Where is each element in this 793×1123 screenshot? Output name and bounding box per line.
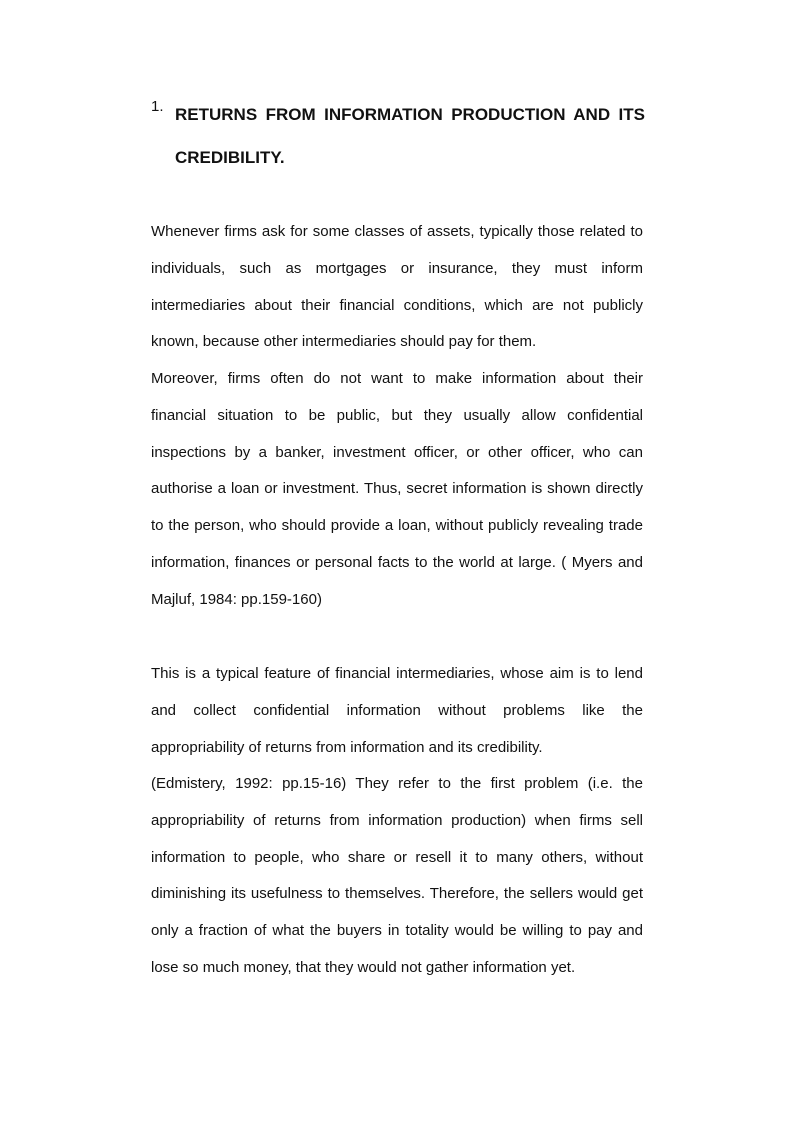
paragraph-3: This is a typical feature of financial intermediaries, whose aim is to lend and collect confidential information without problems like the appropriability of returns from information and its credibility. [151,665,643,756]
paragraph-2: Moreover, firms often do not want to make information about their financial situation to be public, but they usually allow confidential inspections by a banker, investment officer, or other officer, who can authorise a loan or investment. Thus, secret information is shown directly to the person, who should provide a loan, without publicly revealing trade information, finances or personal facts to the world at large. ( Myers and Majluf, 1984: pp.159-160) [151,370,643,608]
section-number: 1. [151,98,164,115]
paragraph-1: Whenever firms ask for some classes of assets, typically those related to individuals, such as mortgages or insurance, they must inform intermediaries about their financial conditions, which are not publicly known, because other intermediaries should pay for them. [151,223,643,351]
paragraph-4: (Edmistery, 1992: pp.15-16) They refer to the first problem (i.e. the appropriability of returns from information production) when firms sell information to people, who share or resell it to many others, without diminishing its usefulness to themselves. Therefore, the sellers would get only a fraction of what the buyers in totality would be willing to pay and lose so much money, that they would not gather information yet. [151,775,643,976]
section-title: RETURNS FROM INFORMATION PRODUCTION AND ITS CREDIBILITY. [175,105,645,167]
